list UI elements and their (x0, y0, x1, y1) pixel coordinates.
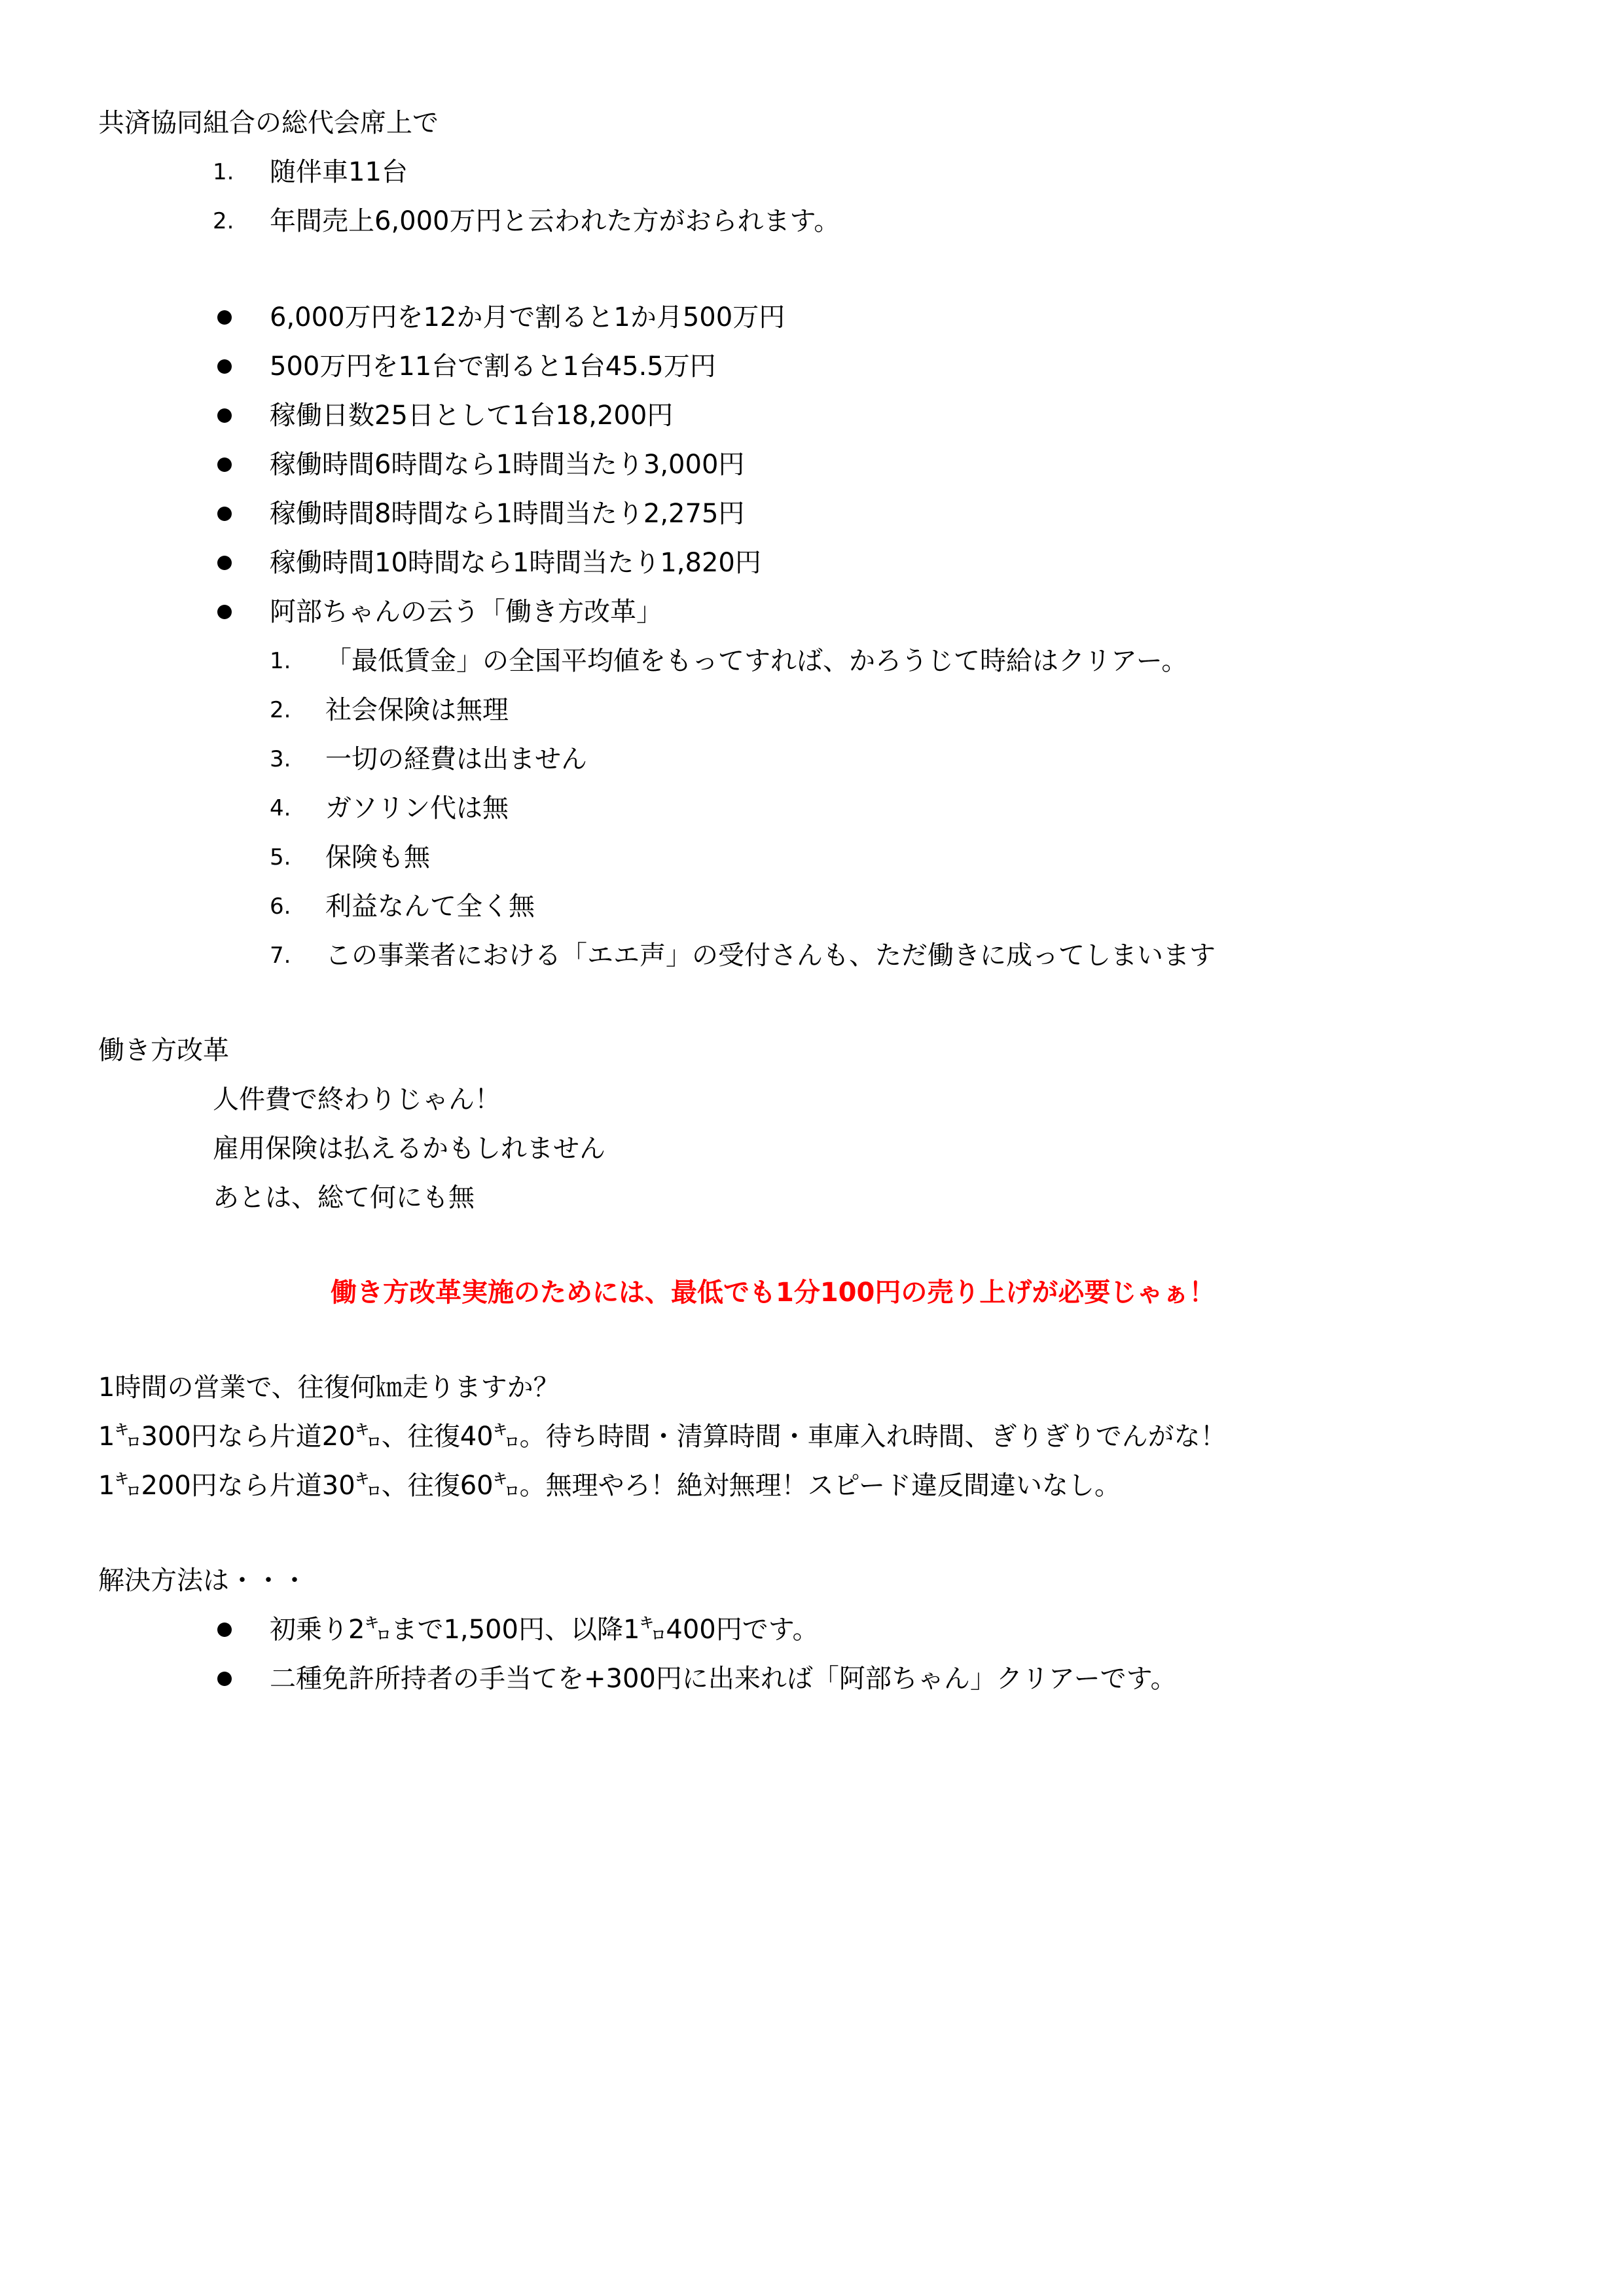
bullet-item: 稼働時間8時間なら1時間当たり2,275円 (270, 499, 745, 529)
sub-list-item: 社会保険は無理 (325, 695, 509, 725)
top-list-number: 1. (213, 159, 234, 185)
bullet-icon (217, 359, 232, 374)
sub-list-item: ガソリン代は無 (325, 793, 509, 823)
reform-line: 雇用保険は払えるかもしれません (213, 1134, 605, 1164)
distance-line: 1㌔200円なら片道30㌔、往復60㌔。無理やろ！絶対無理！スピード違反間違いなし。 (98, 1471, 1121, 1501)
sub-list-number: 3. (270, 746, 291, 772)
sub-list-number: 2. (270, 697, 291, 723)
bullet-icon (217, 310, 232, 325)
bullet-item: 阿部ちゃんの云う「働き方改革」 (270, 597, 662, 627)
sub-list-number: 1. (270, 648, 291, 674)
sub-list-number: 5. (270, 844, 291, 870)
bullet-icon (217, 556, 232, 570)
heading-solution: 解決方法は・・・ (98, 1566, 308, 1596)
solution-bullet-item: 初乗り2㌔まで1,500円、以降1㌔400円です。 (270, 1615, 819, 1645)
solution-bullet-item: 二種免許所持者の手当てを+300円に出来れば「阿部ちゃん」クリアーです。 (270, 1664, 1177, 1694)
heading-general-meeting: 共済協同組合の総代会席上で (98, 108, 439, 138)
bullet-icon (217, 1623, 232, 1637)
bullet-icon (217, 457, 232, 472)
bullet-icon (217, 1672, 232, 1686)
bullet-icon (217, 408, 232, 423)
sub-list-number: 7. (270, 942, 291, 969)
top-list-item: 随伴車11台 (270, 157, 408, 187)
top-list-number: 2. (213, 208, 234, 234)
sub-list-number: 4. (270, 795, 291, 821)
heading-work-style-reform: 働き方改革 (98, 1035, 229, 1066)
bullet-item: 稼働時間10時間なら1時間当たり1,820円 (270, 548, 761, 578)
emphasis-red-line: 働き方改革実施のためには、最低でも1分100円の売り上げが必要じゃぁ！ (331, 1278, 1216, 1308)
bullet-icon (217, 605, 232, 619)
sub-list-item: 保険も無 (325, 842, 430, 872)
sub-list-item: 一切の経費は出ません (325, 744, 587, 774)
sub-list-item: 利益なんて全く無 (325, 891, 535, 922)
bullet-item: 6,000万円を12か月で割ると1か月500万円 (270, 302, 785, 332)
sub-list-number: 6. (270, 893, 291, 920)
distance-question: 1時間の営業で、往復何㎞走りますか？ (98, 1372, 560, 1403)
distance-line: 1㌔300円なら片道20㌔、往復40㌔。待ち時間・清算時間・車庫入れ時間、ぎりぎりでんがな！ (98, 1422, 1227, 1452)
reform-line: あとは、総て何にも無 (213, 1183, 475, 1213)
sub-list-item: この事業者における「エエ声」の受付さんも、ただ働きに成ってしまいます (325, 941, 1216, 971)
top-list-item: 年間売上6,000万円と云われた方がおられます。 (270, 206, 840, 236)
reform-line: 人件費で終わりじゃん！ (213, 1085, 501, 1115)
bullet-item: 500万円を11台で割ると1台45.5万円 (270, 351, 716, 382)
bullet-icon (217, 507, 232, 521)
bullet-item: 稼働時間6時間なら1時間当たり3,000円 (270, 450, 745, 480)
bullet-item: 稼働日数25日として1台18,200円 (270, 401, 674, 431)
sub-list-item: 「最低賃金」の全国平均値をもってすれば、かろうじて時給はクリアー。 (325, 646, 1188, 676)
